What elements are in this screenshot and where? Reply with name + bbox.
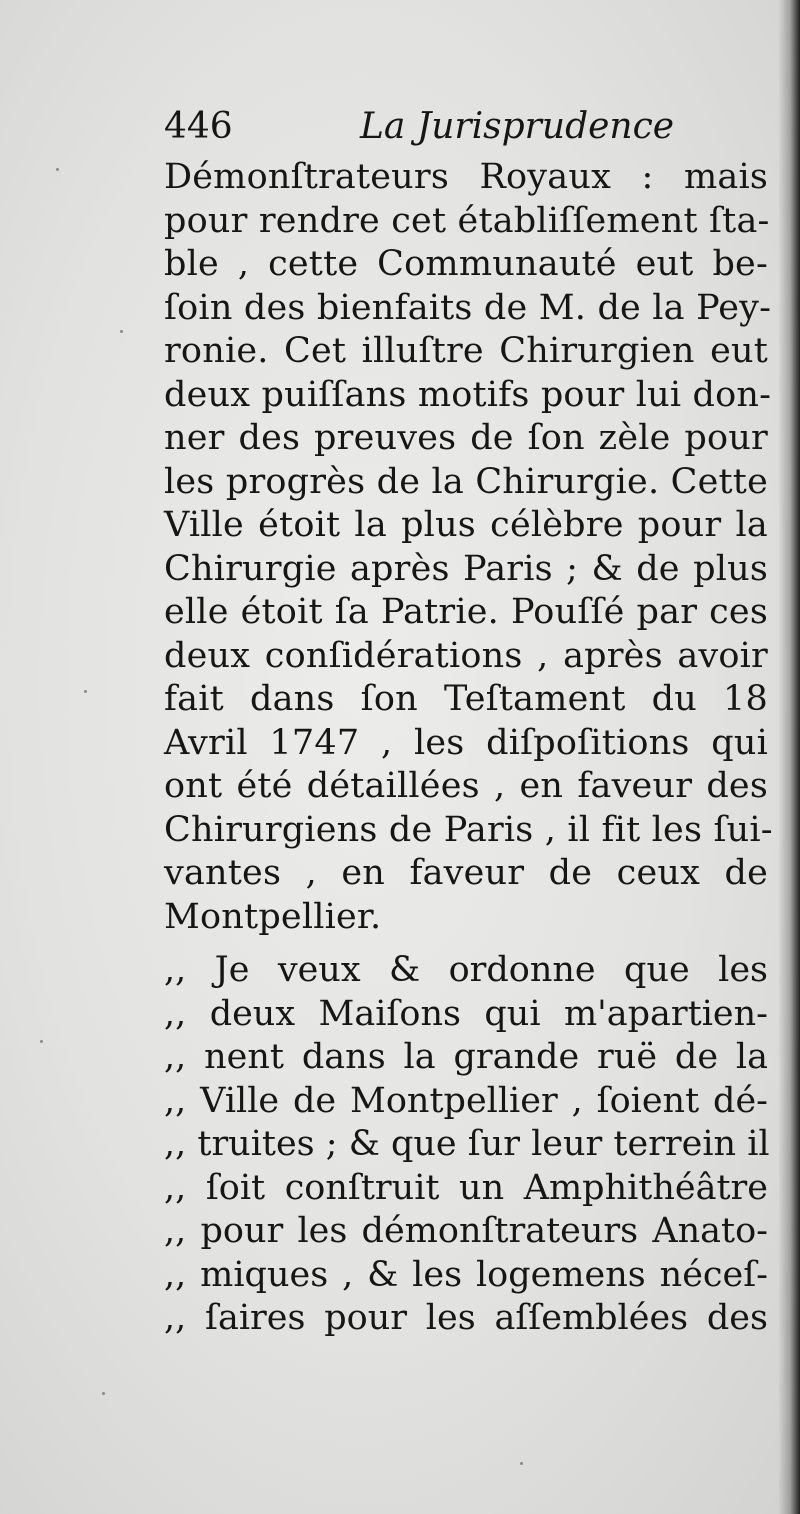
text-line: fait dans ſon Teſtament du 18 (164, 679, 768, 719)
text-line: Chirurgiens de Paris , il fit les ſui- (164, 809, 773, 850)
page-number: 446 (164, 106, 233, 147)
paper-speck (56, 168, 59, 171)
quote-line: ,, Je veux & ordonne que les (164, 950, 768, 990)
quote-line: ,, miques , & les logemens néceſ- (164, 1254, 768, 1295)
text-line: deux puiſſans motifs pour lui don- (164, 374, 772, 415)
text-line: elle étoit ſa Patrie. Pouſſé par ces (164, 592, 768, 632)
text-line: ont été détaillées , en faveur des (164, 766, 768, 806)
paper-speck (84, 690, 87, 693)
quote-line: ,, ſaires pour les aſſemblées des (164, 1298, 768, 1338)
text-line: Chirurgie après Paris ; & de plus (164, 548, 768, 589)
text-line: Montpellier. (164, 896, 382, 937)
text-line: Ville étoit la plus célèbre pour la (164, 505, 768, 545)
paragraph (164, 156, 773, 939)
running-title: La Jurisprudence (360, 106, 675, 147)
paper-speck (520, 1462, 523, 1465)
text-line: les progrès de la Chirurgie. Cette (164, 461, 768, 502)
paragraph-gap (164, 939, 768, 949)
quote-line: ,, truites ; & que ſur leur terrein il (164, 1124, 770, 1164)
paper-speck (40, 1040, 43, 1043)
text-line: pour rendre cet établiſſement ſta- (164, 200, 770, 241)
paper-speck (102, 1392, 105, 1395)
quotation (164, 949, 768, 1341)
text-line: vantes , en faveur de ceux de (164, 853, 768, 893)
quote-line: ,, Ville de Montpellier , ſoient dé- (164, 1080, 768, 1121)
text-block (164, 98, 773, 1341)
paper-speck (120, 330, 123, 333)
text-line: ſoin des bienfaits de M. de la Pey- (164, 287, 772, 328)
running-head (164, 98, 768, 156)
gutter-shadow (778, 0, 800, 1514)
text-line: deux conſidérations , après avoir (164, 635, 768, 676)
text-line: Avril 1747 , les diſpoſitions qui (164, 722, 768, 763)
quote-line: ,, nent dans la grande ruë de la (164, 1037, 768, 1077)
quote-line: ,, deux Maiſons qui m'apartien- (164, 993, 768, 1034)
text-line: ronie. Cet illuſtre Chirurgien eut (164, 331, 768, 371)
quote-line: ,, ſoit conſtruit un Amphithéâtre (164, 1167, 768, 1208)
quote-line: ,, pour les démonſtrateurs Anato- (164, 1211, 768, 1251)
text-line: ble , cette Communauté eut be- (164, 244, 768, 284)
text-line: Démonſtrateurs Royaux : mais (164, 157, 768, 197)
text-line: ner des preuves de ſon zèle pour (164, 418, 768, 458)
